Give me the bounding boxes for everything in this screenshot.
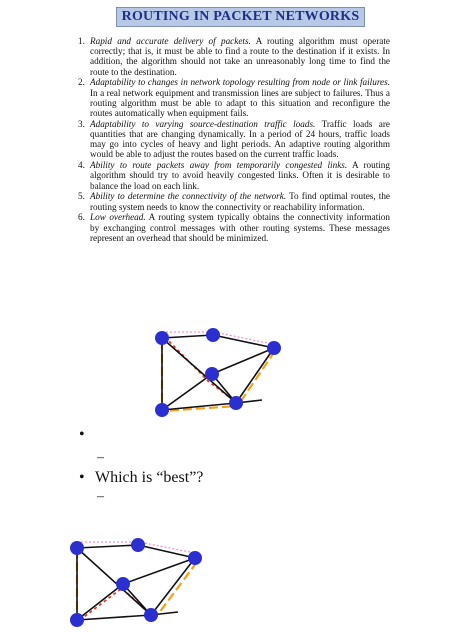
bullet-marker: • xyxy=(79,426,85,443)
network-node xyxy=(188,551,202,565)
network-node xyxy=(206,328,220,342)
list-item xyxy=(78,119,390,160)
item-number: 4. xyxy=(78,160,85,171)
network-node xyxy=(205,367,219,381)
item-text: Traffic loads are quantities that are changing dynamically. In a period of 24 hours, traffic loads may go into cycles of heavy and light periods. An adaptive routing algorithm would be able to adjust the routes based on the current traffic loads. xyxy=(90,118,390,160)
bullet-marker: • xyxy=(79,469,85,486)
sub-bullet-dash: – xyxy=(97,489,104,504)
item-number: 5. xyxy=(78,191,85,202)
network-node xyxy=(116,577,130,591)
network-node xyxy=(131,538,145,552)
routing-requirements-list xyxy=(78,36,390,244)
item-title: Rapid and accurate delivery of packets. xyxy=(90,36,251,46)
route-red xyxy=(165,337,237,403)
list-item xyxy=(78,160,390,191)
item-number: 1. xyxy=(78,36,85,46)
item-text: A routing system typically obtains the connectivity information by exchanging control messages with other routing systems. These messages represent an overhead that should be minimized. xyxy=(90,212,390,243)
network-node xyxy=(70,541,84,555)
bullet-best-question xyxy=(79,469,203,487)
network-node xyxy=(267,341,281,355)
item-text: A routing algorithm should try to avoid heavily congested links. Often it is desirable to balance the load on each link. xyxy=(90,160,390,191)
list-item xyxy=(78,77,390,118)
item-title: Ability to determine the connectivity of the network. xyxy=(90,191,287,202)
list-item xyxy=(78,212,390,243)
network-diagram-top xyxy=(150,328,300,418)
item-title: Adaptability to varying source-destination traffic loads. xyxy=(90,118,316,129)
bullet-text: Which is “best”? xyxy=(95,469,204,486)
network-node xyxy=(229,396,243,410)
list-item xyxy=(78,191,390,211)
list-item xyxy=(78,36,390,77)
route-orange xyxy=(162,341,238,411)
page-title: ROUTING IN PACKET NETWORKS xyxy=(116,7,365,27)
network-diagram-bottom xyxy=(66,536,216,630)
network-node xyxy=(155,403,169,417)
item-text: In a real network equipment and transmission lines are subject to failures. Thus a routing algorithm must be able to adapt to this situation and reconfigure the routes automatically when equipment fails. xyxy=(90,87,390,119)
item-number: 2. xyxy=(78,77,85,88)
item-number: 6. xyxy=(78,212,85,223)
item-title: Ability to route packets away from temporarily congested links. xyxy=(90,160,348,171)
sub-bullet-dash: – xyxy=(97,450,104,465)
network-node xyxy=(144,608,158,622)
item-text: A routing algorithm must operate correctly; that is, it must be able to find a route to the destination if it exists. In addition, the algorithm should not take an unreasonably long time to find the route to the destination. xyxy=(90,36,390,77)
network-node xyxy=(155,331,169,345)
item-number: 3. xyxy=(78,118,85,129)
network-node xyxy=(70,613,84,627)
item-text: To find optimal routes, the routing system needs to know the connectivity or reachability information. xyxy=(90,191,390,212)
route-orange-right xyxy=(241,351,275,401)
item-title: Adaptability to changes in network topology resulting from node or link failures. xyxy=(90,77,390,88)
item-title: Low overhead. xyxy=(90,212,146,223)
